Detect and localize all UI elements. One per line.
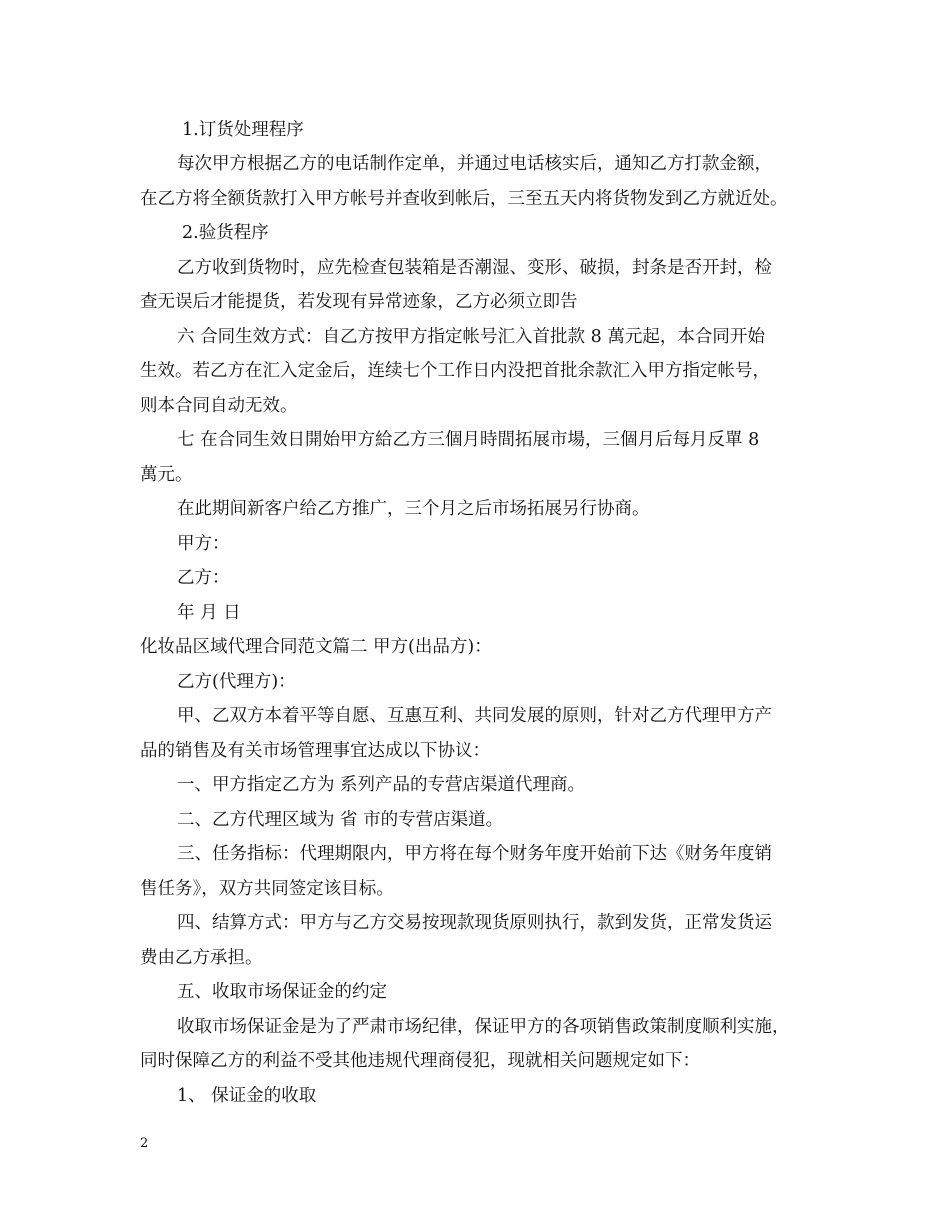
paragraph-line: 售任务》，双方共同签定该目标。	[140, 879, 394, 899]
party-b-signature-line: 乙方：	[177, 568, 230, 588]
paragraph-line: 甲、乙双方本着平等自愿、互惠互利、共同发展的原则，针对乙方代理甲方产	[177, 706, 772, 726]
clause-line: 四、结算方式：甲方与乙方交易按现款现货原则执行，款到发货，正常发货运	[177, 913, 772, 933]
date-line: 年 月 日	[177, 603, 241, 623]
paragraph-line: 七 在合同生效日開始甲方給乙方三個月時間拓展市場，三個月后每月反單 8	[177, 430, 760, 450]
paragraph-line: 同时保障乙方的利益不受其他违规代理商侵犯，现就相关问题规定如下：	[140, 1051, 700, 1071]
paragraph-line: 费由乙方承担。	[140, 948, 263, 968]
paragraph-line: 品的销售及有关市场管理事宜达成以下协议：	[140, 741, 490, 761]
subclause-line: 1、 保证金的收取	[177, 1086, 317, 1106]
paragraph-line: 则本合同自动无效。	[140, 396, 298, 416]
paragraph-line: 查无误后才能提货，若发现有异常迹象，乙方必须立即告	[140, 292, 578, 312]
paragraph-line: 在此期间新客户给乙方推广，三个月之后市场拓展另行协商。	[177, 499, 650, 519]
clause-line: 五、收取市场保证金的约定	[177, 982, 387, 1002]
paragraph-line: 乙方收到货物时，应先检查包装箱是否潮湿、变形、破损，封条是否开封，检	[177, 258, 772, 278]
section-title: 化妆品区域代理合同范文篇二 甲方(出品方)：	[140, 637, 492, 657]
clause-line: 二、乙方代理区域为 省 市的专营店渠道。	[177, 810, 504, 830]
paragraph-line: 在乙方将全额货款打入甲方帐号并查收到帐后，三至五天内将货物发到乙方就近处。	[140, 189, 788, 209]
party-a-signature-line: 甲方：	[177, 534, 230, 554]
clause-line: 一、甲方指定乙方为 系列产品的专营店渠道代理商。	[177, 775, 586, 795]
page-number: 2	[140, 1136, 149, 1151]
heading-order-procedure: 1.订货处理程序	[182, 120, 304, 140]
paragraph-line: 六 合同生效方式：自乙方按甲方指定帐号汇入首批款 8 萬元起，本合同开始	[177, 327, 765, 347]
paragraph-line: 萬元。	[140, 465, 193, 485]
paragraph-line: 收取市场保证金是为了严肃市场纪律，保证甲方的各项销售政策制度顺利实施，	[177, 1017, 790, 1037]
party-b-line: 乙方(代理方)：	[177, 672, 296, 692]
paragraph-line: 每次甲方根据乙方的电话制作定单，并通过电话核实后，通知乙方打款金额，	[177, 154, 772, 174]
heading-inspection-procedure: 2.验货程序	[182, 223, 269, 243]
clause-line: 三、任务指标：代理期限内，甲方将在每个财务年度开始前下达《财务年度销	[177, 844, 772, 864]
paragraph-line: 生效。若乙方在汇入定金后，连续七个工作日内没把首批余款汇入甲方指定帐号，	[140, 361, 770, 381]
